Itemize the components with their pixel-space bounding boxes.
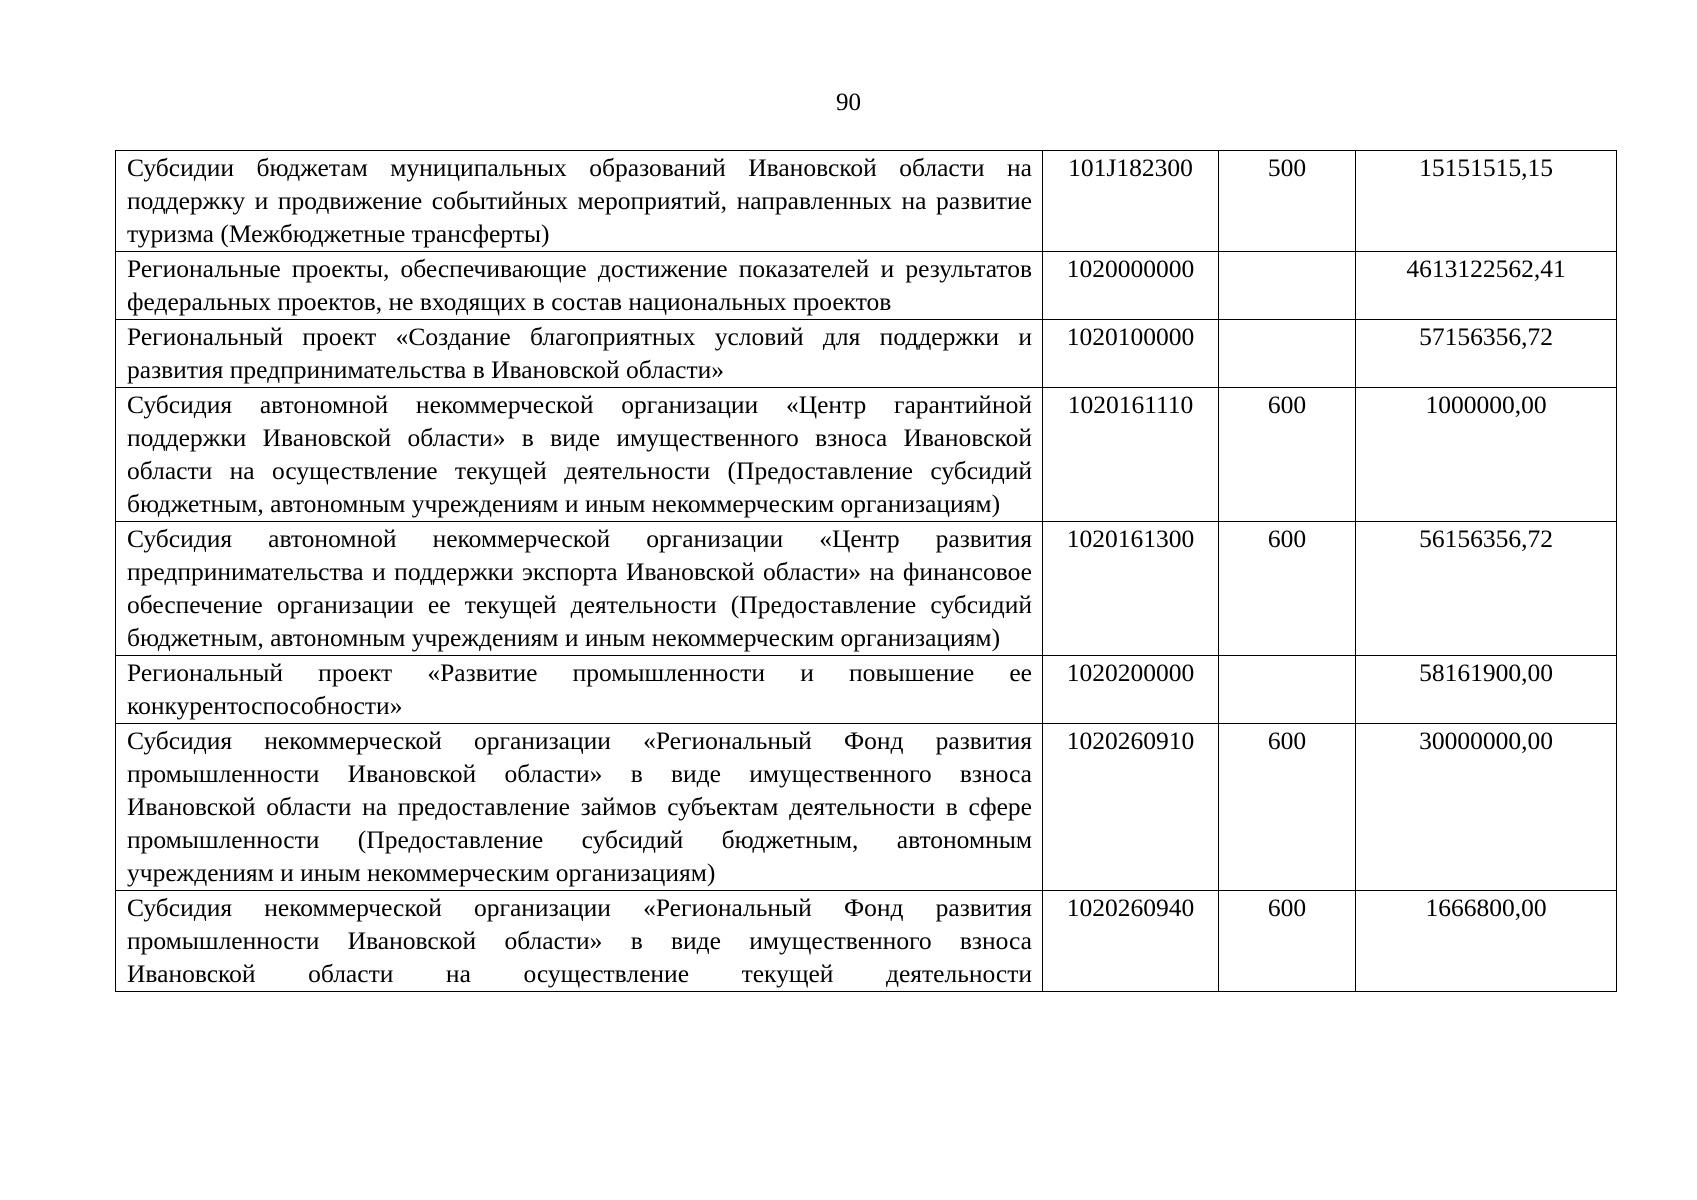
row-code: 1020100000 xyxy=(1043,320,1219,388)
row-amount: 56156356,72 xyxy=(1356,522,1617,656)
table-row xyxy=(116,522,1617,656)
row-amount: 4613122562,41 xyxy=(1356,252,1617,320)
row-code: 1020260910 xyxy=(1043,724,1219,891)
table-row xyxy=(116,252,1617,320)
row-name: Субсидии бюджетам муниципальных образований Ивановской области на поддержку и продвижение событийных мероприятий, направленных на развитие туризма (Межбюджетные трансферты) xyxy=(116,151,1043,252)
row-code: 1020000000 xyxy=(1043,252,1219,320)
row-expense-type xyxy=(1219,252,1356,320)
row-name: Региональные проекты, обеспечивающие достижение показателей и результатов федеральных проектов, не входящих в состав национальных проектов xyxy=(116,252,1043,320)
row-code: 1020260940 xyxy=(1043,891,1219,992)
row-expense-type: 600 xyxy=(1219,522,1356,656)
row-code: 101J182300 xyxy=(1043,151,1219,252)
row-name: Субсидия автономной некоммерческой организации «Центр развития предпринимательства и поддержки экспорта Ивановской области» на финансовое обеспечение организации ее текущей деятельности (Предоставление субсидий бюджетным, автономным учреждениям и иным некоммерческим организациям) xyxy=(116,522,1043,656)
table-row xyxy=(116,656,1617,724)
row-expense-type: 600 xyxy=(1219,388,1356,522)
row-expense-type: 600 xyxy=(1219,724,1356,891)
table-row xyxy=(116,151,1617,252)
row-code: 1020200000 xyxy=(1043,656,1219,724)
row-expense-type: 600 xyxy=(1219,891,1356,992)
table-row xyxy=(116,724,1617,891)
row-name: Субсидия автономной некоммерческой организации «Центр гарантийной поддержки Ивановской области» в виде имущественного взноса Ивановской области на осуществление текущей деятельности (Предоставление субсидий бюджетным, автономным учреждениям и иным некоммерческим организациям) xyxy=(116,388,1043,522)
row-code: 1020161300 xyxy=(1043,522,1219,656)
row-code: 1020161110 xyxy=(1043,388,1219,522)
table-row xyxy=(116,388,1617,522)
row-expense-type xyxy=(1219,320,1356,388)
table-row xyxy=(116,891,1617,992)
row-expense-type xyxy=(1219,656,1356,724)
table-row xyxy=(116,320,1617,388)
budget-table xyxy=(115,150,1617,992)
row-amount: 58161900,00 xyxy=(1356,656,1617,724)
row-name: Субсидия некоммерческой организации «Региональный Фонд развития промышленности Ивановской области» в виде имущественного взноса Ивановской области на предоставление займов субъектам деятельности в сфере промышленности (Предоставление субсидий бюджетным, автономным учреждениям и иным некоммерческим организациям) xyxy=(116,724,1043,891)
row-amount: 57156356,72 xyxy=(1356,320,1617,388)
row-name: Региональный проект «Создание благоприятных условий для поддержки и развития предпринимательства в Ивановской области» xyxy=(116,320,1043,388)
row-name: Региональный проект «Развитие промышленности и повышение ее конкурентоспособности» xyxy=(116,656,1043,724)
row-amount: 30000000,00 xyxy=(1356,724,1617,891)
row-amount: 1000000,00 xyxy=(1356,388,1617,522)
row-expense-type: 500 xyxy=(1219,151,1356,252)
page-number: 90 xyxy=(836,89,861,116)
row-amount: 15151515,15 xyxy=(1356,151,1617,252)
row-amount: 1666800,00 xyxy=(1356,891,1617,992)
row-name: Субсидия некоммерческой организации «Региональный Фонд развития промышленности Ивановской области» в виде имущественного взноса Ивановской области на осуществление текущей деятельности xyxy=(116,891,1043,992)
